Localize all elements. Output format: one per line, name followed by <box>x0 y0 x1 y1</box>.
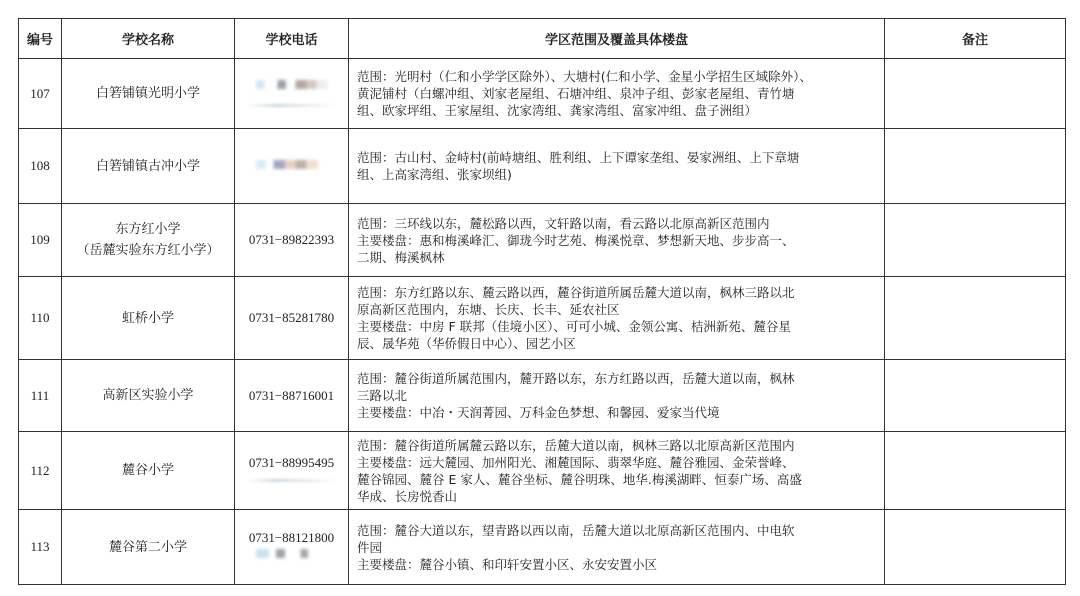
school-phone <box>235 277 349 360</box>
district-scope-line: 范围：古山村、金峙村(前峙塘组、胜利组、上下谭家垄组、晏家洲组、上下章塘 <box>357 150 800 165</box>
table-row <box>19 59 1066 129</box>
school-name <box>62 510 235 585</box>
row-number <box>19 59 62 129</box>
school-name-line: 东方红小学 <box>115 222 181 237</box>
district-scope-line: 主要楼盘：中房 F 联邦（佳境小区）、可可小城、金领公寓、桔洲新苑、麓谷星 <box>357 319 791 334</box>
district-scope-line: 主要楼盘：惠和梅溪峰汇、御珑今时艺苑、梅溪悦章、梦想新天地、步步高一、 <box>357 232 795 248</box>
district-scope-line: 三路以北 <box>357 388 408 403</box>
row-number <box>19 204 62 277</box>
header-school-name: 学校名称 <box>62 19 235 59</box>
redacted-phone-smudge <box>247 479 337 482</box>
district-scope-line: 原高新区范围内，东塘、长庆、长丰、延农社区 <box>357 302 620 317</box>
phone-number: 0731−88716001 <box>248 387 335 403</box>
district-scope-line: 二期、梅溪枫林 <box>357 249 445 265</box>
notes-cell <box>885 59 1066 129</box>
phone-number: 0731−88995495 <box>248 455 335 470</box>
row-number <box>19 432 62 510</box>
notes-cell <box>885 129 1066 204</box>
district-scope <box>349 59 885 129</box>
school-phone <box>235 510 349 585</box>
school-name-line: 麓谷小学 <box>121 463 174 478</box>
district-scope-line: 黄泥铺村（白螺冲组、刘家老屋组、石塘冲组、泉冲子组、彭家老屋组、青竹塘 <box>357 86 795 101</box>
district-scope <box>349 510 885 585</box>
redacted-phone <box>256 549 328 558</box>
header-school-phone: 学校电话 <box>235 19 349 59</box>
phone-number: 0731−85281780 <box>248 310 335 325</box>
redacted-phone <box>256 80 328 89</box>
district-scope-line: 华成、长房悦香山 <box>357 488 458 504</box>
school-phone <box>235 129 349 204</box>
school-name <box>62 360 235 432</box>
header-row <box>19 19 1066 59</box>
school-name <box>62 59 235 129</box>
notes-cell <box>885 432 1066 510</box>
school-phone <box>235 360 349 432</box>
header-number: 编号 <box>19 19 62 59</box>
row-number-text: 109 <box>30 232 50 247</box>
row-number-text: 113 <box>30 539 50 554</box>
school-name-line: （岳麓实验东方红小学） <box>76 243 220 258</box>
school-phone <box>235 204 349 277</box>
district-scope-line: 主要楼盘：中冶・天润菁园、万科金色梦想、和馨园、爱家当代境 <box>357 405 720 420</box>
district-scope <box>349 432 885 510</box>
school-phone <box>235 432 349 510</box>
notes-cell <box>885 277 1066 360</box>
redacted-phone-smudge <box>247 104 337 107</box>
notes-cell <box>885 204 1066 277</box>
district-scope-line: 辰、晟华苑（华侨假日中心）、园艺小区 <box>357 336 576 351</box>
district-scope <box>349 277 885 360</box>
school-name <box>62 277 235 360</box>
row-number-text: 108 <box>30 158 50 173</box>
row-number <box>19 360 62 432</box>
district-scope <box>349 360 885 432</box>
school-name <box>62 204 235 277</box>
table-row <box>19 432 1066 510</box>
school-name-line: 白箬铺镇古冲小学 <box>95 158 200 174</box>
district-scope-line: 件园 <box>357 539 383 555</box>
district-scope-line: 麓谷锦园、麓谷 E 家人、麓谷坐标、麓谷明珠、地华.梅溪湖畔、恒泰广场、高盛 <box>357 471 802 487</box>
district-scope-line: 范围：光明村（仁和小学学区除外）、大塘村(仁和小学、金星小学招生区域除外）、 <box>357 69 812 84</box>
school-name-line: 虹桥小学 <box>121 310 174 326</box>
notes-cell <box>885 510 1066 585</box>
phone-number: 0731−88121800 <box>248 529 335 545</box>
row-number <box>19 129 62 204</box>
table-row <box>19 360 1066 432</box>
district-scope-line: 范围：麓谷街道所属范围内，麓开路以东，东方红路以西，岳麓大道以南，枫林 <box>357 371 795 386</box>
table-row <box>19 204 1066 277</box>
district-scope <box>349 129 885 204</box>
phone-number: 0731−89822393 <box>248 232 335 247</box>
district-scope-line: 组、上高家湾组、张家坝组) <box>357 167 512 182</box>
school-name-line: 高新区实验小学 <box>102 388 194 403</box>
row-number <box>19 277 62 360</box>
district-scope-line: 范围：麓谷街道所属麓云路以东，岳麓大道以南，枫林三路以北原高新区范围内 <box>357 437 795 453</box>
row-number-text: 107 <box>30 85 50 101</box>
header-district-scope: 学区范围及覆盖具体楼盘 <box>349 19 885 59</box>
row-number-text: 111 <box>30 387 50 403</box>
school-name-line: 白箬铺镇光明小学 <box>95 86 200 101</box>
school-phone <box>235 59 349 129</box>
district-scope-line: 组、欧家坪组、王家屋组、沈家湾组、龚家湾组、富家冲组、盘子洲组） <box>357 103 758 118</box>
district-scope-line: 范围：麓谷大道以东，望青路以西以南，岳麓大道以北原高新区范围内、中电软 <box>357 522 795 538</box>
district-scope-line: 范围：三环线以东，麓松路以西，文轩路以南，看云路以北原高新区范围内 <box>357 215 770 231</box>
district-scope-line: 范围：东方红路以东、麓云路以西，麓谷街道所属岳麓大道以南，枫林三路以北 <box>357 285 795 300</box>
school-district-table <box>18 18 1066 585</box>
redacted-phone <box>256 160 328 169</box>
table-row <box>19 510 1066 585</box>
school-name <box>62 432 235 510</box>
header-notes: 备注 <box>885 19 1066 59</box>
table-row <box>19 129 1066 204</box>
school-name-line: 麓谷第二小学 <box>108 539 187 555</box>
district-scope-line: 主要楼盘：远大麓园、加州阳光、湘麓国际、翡翠华庭、麓谷雅园、金荣誉峰、 <box>357 454 795 470</box>
row-number <box>19 510 62 585</box>
school-name <box>62 129 235 204</box>
district-scope-line: 主要楼盘：麓谷小镇、和印轩安置小区、永安安置小区 <box>357 556 658 572</box>
notes-cell <box>885 360 1066 432</box>
district-scope <box>349 204 885 277</box>
row-number-text: 112 <box>30 462 50 478</box>
table-row <box>19 277 1066 360</box>
row-number-text: 110 <box>30 310 50 325</box>
